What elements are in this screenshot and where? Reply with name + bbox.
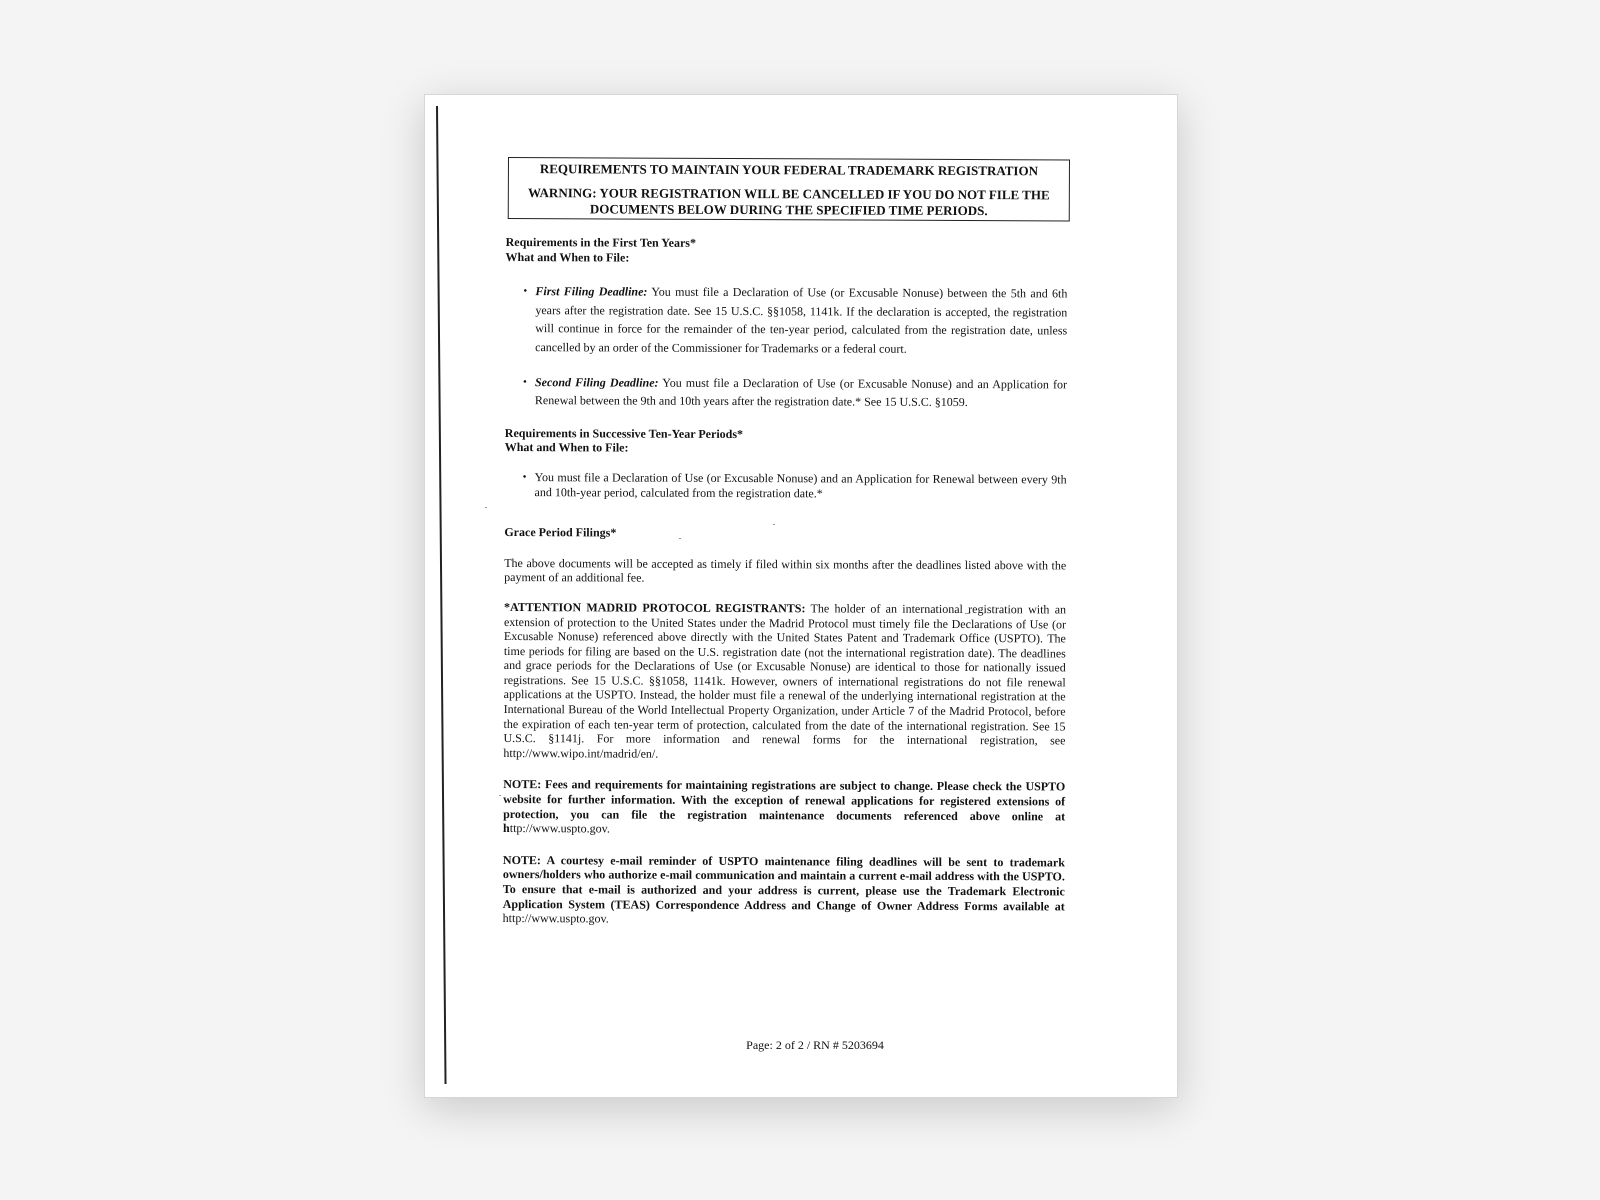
list-item (535, 373, 1067, 413)
page-margin-line (436, 106, 447, 1084)
list-item (535, 470, 1067, 502)
page-footer: Page: 2 of 2 / RN # 5203694 (746, 1038, 884, 1052)
paragraph: The above documents will be accepted as timely if filed within six months after the deadlines listed above with the payment of an additional fee. (504, 555, 1067, 585)
warning-box (508, 157, 1070, 221)
bullet-text: You must file a Declaration of Use (or Excusable Nonuse) between the 5th and 6th years after the registration date. See 15 U.S.C. §§1058, 1141k. If the declaration is accepted, the registration will continue in force for the remainder of the ten-year period, calculated from the registration date, unless cancelled by an order of the Commissioner for Trademarks or a federal court. (535, 284, 1068, 356)
section-title: Requirements in the First Ten Years* (505, 234, 697, 250)
box-title: REQUIREMENTS TO MAINTAIN YOUR FEDERAL TRADEMARK REGISTRATION (539, 161, 1039, 179)
bullet-lead: Second Filing Deadline: (534, 374, 659, 390)
scan-speck (499, 795, 501, 796)
section-subtitle: What and When to File: (505, 249, 630, 265)
bullet-list (505, 470, 1067, 502)
madrid-lead: *ATTENTION MADRID PROTOCOL REGISTRANTS: (504, 599, 806, 616)
madrid-paragraph (503, 600, 1066, 763)
note-link-text[interactable]: http://www.uspto.gov. (502, 911, 609, 926)
box-warning: WARNING: YOUR REGISTRATION WILL BE CANCELLED IF YOU DO NOT FILE THE DOCUMENTS BELOW DURING THE SPECIFIED TIME PERIODS. (527, 185, 1050, 219)
note-paragraph (503, 853, 1065, 928)
document-page[interactable] (424, 94, 1178, 1098)
note-link-text[interactable]: ttp://www.uspto.gov. (509, 821, 610, 836)
note-paragraph (503, 777, 1065, 838)
section-title: Grace Period Filings* (504, 525, 617, 540)
list-item (535, 282, 1067, 359)
section-heading (506, 235, 1068, 267)
bullet-text: You must file a Declaration of Use (or Excusable Nonuse) and an Application for Renewal between the 9th and 10th years after the registration date.* See 15 U.S.C. §1059. (534, 375, 1068, 410)
section-subtitle: What and When to File: (504, 440, 629, 455)
section-heading (505, 426, 1067, 458)
note-bold-text: NOTE: A courtesy e-mail reminder of USPTO maintenance filing deadlines will be sent to trademark owners/holders who authorize e-mail communication and maintain a current e-mail address with the USPTO. To ensure that e-mail is authorized and your address is current, please use the Trademark Electronic Application System (TEAS) Correspondence Address and Change of Owner Address Forms available at (502, 852, 1065, 914)
bullet-list (505, 282, 1068, 412)
document-body (503, 157, 1068, 928)
note-bold-text: NOTE: Fees and requirements for maintaining registrations are subject to change. Please check the USPTO website for further information. With the exception of renewal applications for registered extensions of protection, you can file the registration maintenance documents referenced above online at h (503, 777, 1066, 836)
madrid-text: The holder of an international registration with an extension of protection to the United States under the Madrid Protocol must timely file the Declarations of Use (or Excusable Nonuse) referenced above directly with the United States Patent and Trademark Office (USPTO). The time periods for filing are based on the U.S. registration date (not the international registration date). The deadlines and grace periods for the Declarations of Use (or Excusable Nonuse) are identical to those for nationally issued registrations. See 15 U.S.C. §§1058, 1141k. However, owners of international registrations do not file renewal applications at the USPTO. Instead, the holder must file a renewal of the underlying international registration at the International Bureau of the World Intellectual Property Organization, under Article 7 of the Madrid Protocol, before the expiration of each ten-year term of protection, calculated from the date of the international registration. See 15 U.S.C. §1141j. For more information and renewal forms for the international registration, see http://www.wipo.int/madrid/en/. (503, 601, 1067, 761)
bullet-lead: First Filing Deadline: (535, 284, 648, 299)
section-title: Requirements in Successive Ten-Year Periods* (504, 425, 744, 441)
scan-speck (485, 507, 487, 508)
bullet-text: You must file a Declaration of Use (or Excusable Nonuse) and an Application for Renewal between every 9th and 10th-year period, calculated from the registration date.* (534, 470, 1067, 500)
